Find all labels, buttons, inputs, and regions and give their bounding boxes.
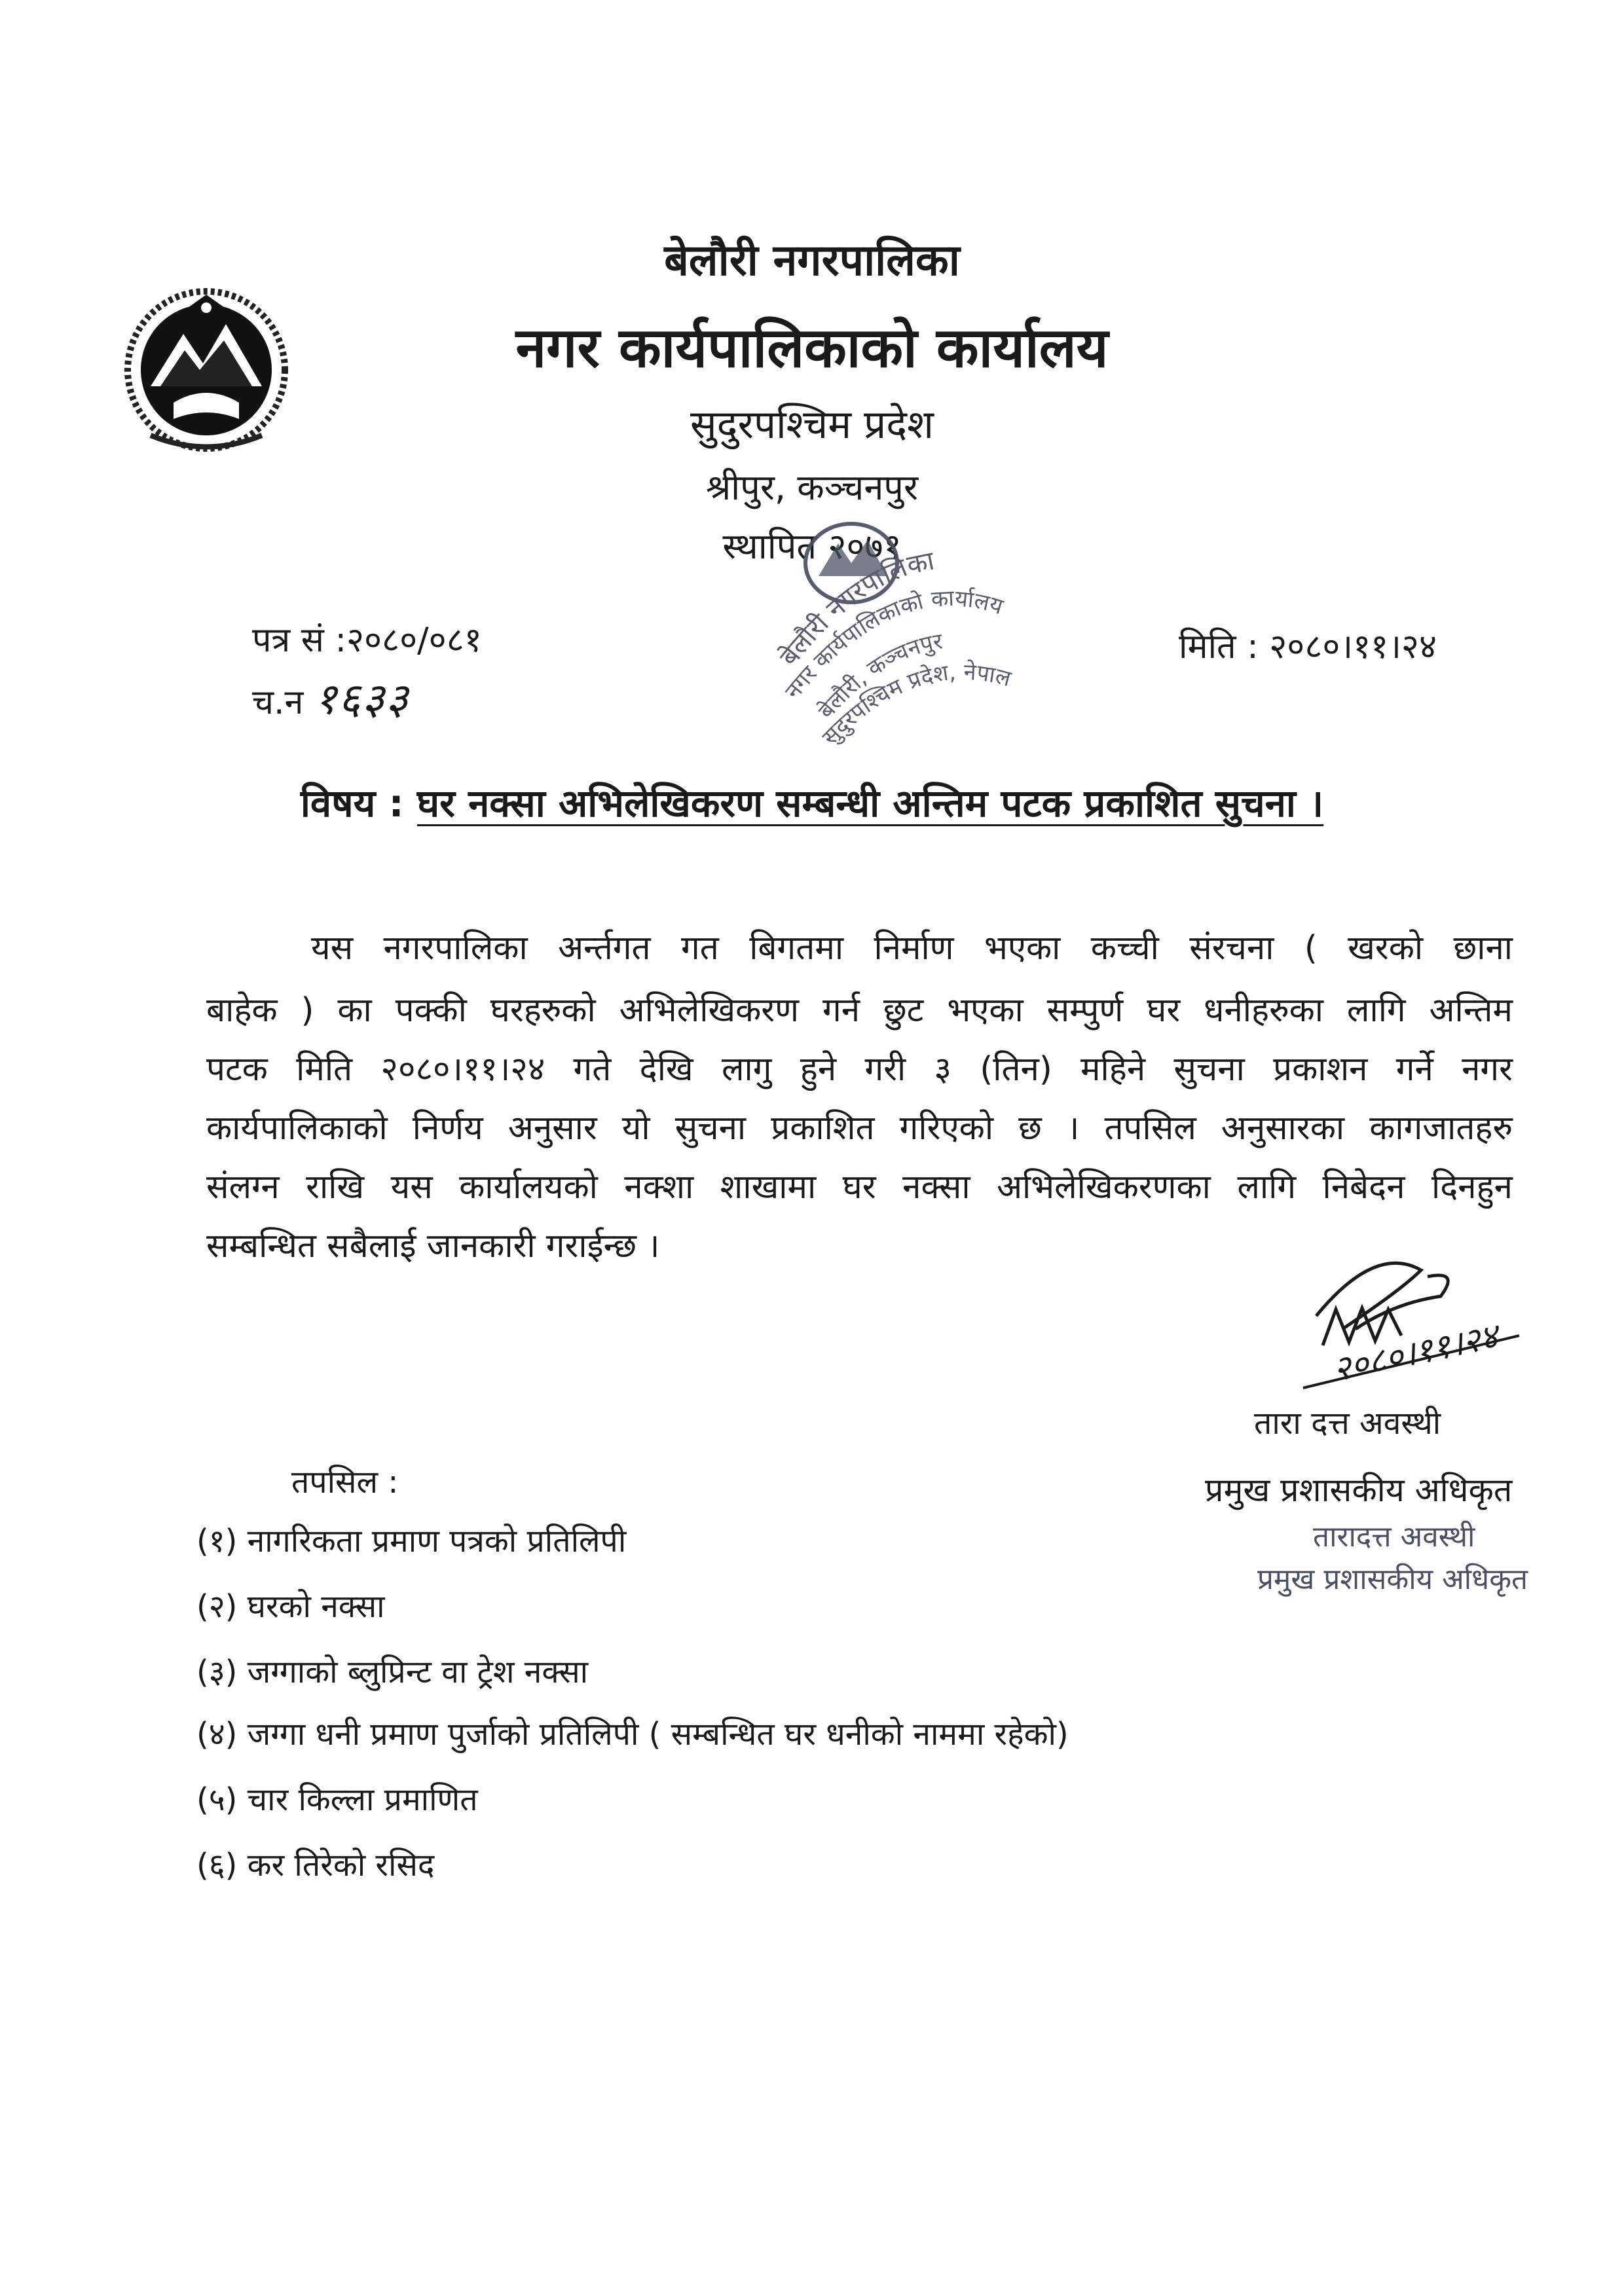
body-line-2: बाहेक ) का पक्की घरहरुको अभिलेखिकरण गर्न छुट भएका सम्पुर्ण घर धनीहरुका लागि अन्तिम <box>206 991 1513 1030</box>
seal-line-4: सुदुरपश्चिम प्रदेश, नेपाल <box>817 659 1014 751</box>
handwritten-signature <box>1244 1231 1539 1414</box>
annex-item-3: (३) जग्गाको ब्लुप्रिन्ट वा ट्रेश नक्सा <box>196 1654 589 1690</box>
stamp-signatory-name: तारादत्त अवस्थी <box>1313 1520 1475 1554</box>
subject-text: घर नक्सा अभिलेखिकरण सम्बन्धी अन्तिम पटक प्रकाशित सुचना । <box>416 781 1324 826</box>
letter-number: पत्र सं :२०८०/०८१ <box>252 621 482 660</box>
annex-item-4: (४) जग्गा धनी प्रमाण पुर्जाको प्रतिलिपी ( सम्बन्धित घर धनीको नाममा रहेको) <box>196 1716 1069 1753</box>
dispatch-number: १६३३ <box>314 674 410 724</box>
seal-line-2: नगर कार्यपालिकाको कार्यालय <box>779 585 1006 704</box>
province-name: सुदुरपश्चिम प्रदेश <box>690 402 934 448</box>
office-address: श्रीपुर, कञ्चनपुर <box>705 467 919 508</box>
seal-line-1: बेलौरी नगरपालिका <box>773 545 937 672</box>
signatory-name: तारा दत्त अवस्थी <box>1254 1405 1441 1442</box>
body-line-5: संलग्न राखि यस कार्यालयको नक्शा शाखामा घर नक्सा अभिलेखिकरणका लागि निबेदन दिनहुन <box>206 1168 1513 1207</box>
body-line-6: सम्बन्धित सबैलाई जानकारी गराईन्छ । <box>206 1227 660 1266</box>
annex-item-2: (२) घरको नक्सा <box>196 1588 385 1625</box>
annex-item-5: (५) चार किल्ला प्रमाणित <box>196 1781 478 1818</box>
seal-line-3: बेलौरी, कञ्चनपुर <box>813 628 944 724</box>
signature-date: २०८०।११।२४ <box>1329 1316 1502 1390</box>
dispatch-number-line <box>252 668 409 727</box>
office-name: नगर कार्यपालिकाको कार्यालय <box>515 316 1109 380</box>
annex-item-1: (१) नागरिकता प्रमाण पत्रको प्रतिलिपी <box>196 1523 627 1559</box>
annex-item-6: (६) कर तिरेको रसिद <box>196 1847 435 1884</box>
letter-date: मिति : २०८०।११।२४ <box>1179 627 1437 666</box>
established-year: स्थापित २०७१ <box>722 526 902 567</box>
annex-heading: तपसिल : <box>291 1464 399 1501</box>
stamp-signatory-title: प्रमुख प्रशासकीय अधिकृत <box>1257 1563 1528 1596</box>
municipality-name: बेलौरी नगरपालिका <box>664 235 960 285</box>
subject-line <box>0 776 1624 828</box>
body-line-4: कार्यपालिकाको निर्णय अनुसार यो सुचना प्रकाशित गरिएको छ । तपसिल अनुसारका कागजातहरु <box>206 1109 1513 1148</box>
body-line-3: पटक मिति २०८०।११।२४ गते देखि लागु हुने गरी ३ (तिन) महिने सुचना प्रकाशन गर्ने नगर <box>206 1050 1513 1089</box>
dispatch-label: च.न <box>252 683 304 722</box>
signatory-title: प्रमुख प्रशासकीय अधिकृत <box>1205 1471 1513 1509</box>
subject-label: विषय : <box>300 781 404 826</box>
body-line-1: यस नगरपालिका अर्न्तगत गत बिगतमा निर्माण भएका कच्ची संरचना ( खरको छाना <box>311 929 1513 968</box>
office-seal-stamp <box>766 504 1041 753</box>
